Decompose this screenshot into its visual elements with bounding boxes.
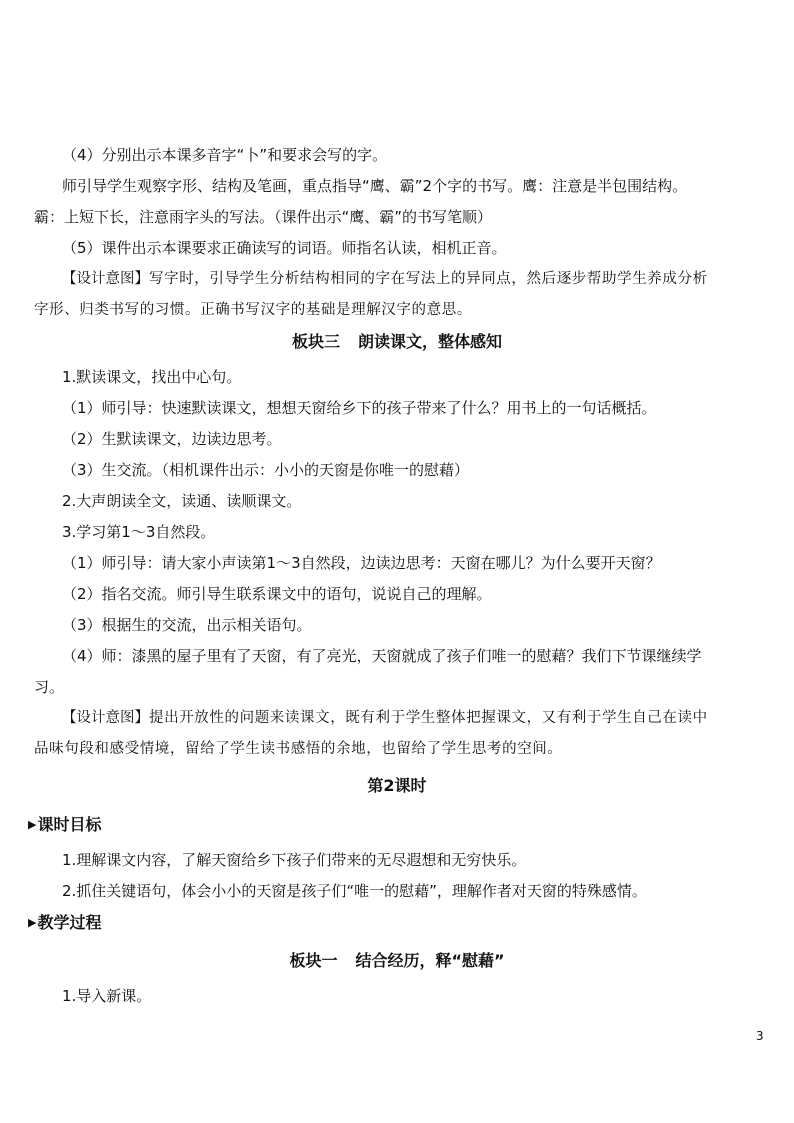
block-3-label: 板块三 [291,332,340,351]
block-1-title: 结合经历，释“慰藉” [355,951,505,970]
block-3-item-1-3: （3）生交流。（相机课件出示：小小的天窗是你唯一的慰藉） [62,461,470,479]
block-3-title: 朗读课文，整体感知 [358,332,503,351]
block-3-item-2: 2.大声朗读全文，读通、读顺课文。 [62,492,302,510]
writing-guide-line-2: 霸：上短下长，注意雨字头的写法。（课件出示“鹰、霸”的书写笔顺） [34,208,493,226]
block-3-item-3-2: （2）指名交流。师引导生联系课文中的语句，说说自己的理解。 [62,585,492,603]
objective-1: 1.理解课文内容，了解天窗给乡下孩子们带来的无尽遐想和无穷快乐。 [62,851,527,869]
block-3-heading [0,331,794,353]
block-3-item-1-2: （2）生默读课文，边读边思考。 [62,430,282,448]
process-heading-text: 教学过程 [37,913,102,932]
block-3-item-3-4-line-1: （4）师：漆黑的屋子里有了天窗，有了亮光，天窗就成了孩子们唯一的慰藉？我们下节课继续学 [62,647,702,665]
objectives-heading [28,814,101,836]
lesson-2-title: 第2课时 [367,776,427,795]
objectives-heading-text: 课时目标 [37,815,102,834]
design-intent-2-line-1 [62,708,762,728]
block-3-item-3-4-line-2: 习。 [34,678,65,696]
triangle-bullet-icon: ▶ [28,818,37,831]
block-3-item-1: 1.默读课文，找出中心句。 [62,368,242,386]
block-3-item-3-3: （3）根据生的交流，出示相关语句。 [62,616,312,634]
block-1-heading [0,950,794,972]
step-5-text: （5）课件出示本课要求正确读写的词语。师指名认读，相机正音。 [62,239,507,257]
page-number: 3 [756,1029,764,1043]
design-intent-label: 【设计意图】 [62,710,149,726]
block-3-item-3: 3.学习第1～3自然段。 [62,523,216,541]
design-intent-2-line-2: 品味句段和感受情境，留给了学生读书感悟的余地，也留给了学生思考的空间。 [34,741,563,757]
objective-2: 2.抓住关键语句，体会小小的天窗是孩子们“唯一的慰藉”，理解作者对天窗的特殊感情。 [62,882,647,900]
writing-guide-line-1: 师引导学生观察字形、结构及笔画，重点指导“鹰、霸”2个字的书写。鹰：注意是半包围结构。 [62,177,688,195]
design-intent-text: 提出开放性的问题来读课文，既有利于学生整体把握课文，又有利于学生自己在读中 [149,710,708,726]
block-1-item-1: 1.导入新课。 [62,987,152,1005]
step-4-text: （4）分别出示本课多音字“卜”和要求会写的字。 [62,146,388,164]
block-3-item-3-1: （1）师引导：请大家小声读第1～3自然段，边读边思考：天窗在哪儿？为什么要开天窗？ [62,554,661,572]
block-3-item-1-1: （1）师引导：快速默读课文，想想天窗给乡下的孩子带来了什么？用书上的一句话概括。 [62,399,657,417]
block-1-label: 板块一 [289,951,338,970]
design-intent-text: 写字时，引导学生分析结构相同的字在写法上的异同点，然后逐步帮助学生养成分析 [149,271,708,287]
design-intent-1-line-2: 字形、归类书写的习惯。正确书写汉字的基础是理解汉字的意思。 [34,302,472,318]
process-heading [28,912,101,934]
design-intent-1-line-1 [62,269,762,289]
triangle-bullet-icon: ▶ [28,916,37,929]
design-intent-label: 【设计意图】 [62,271,149,287]
